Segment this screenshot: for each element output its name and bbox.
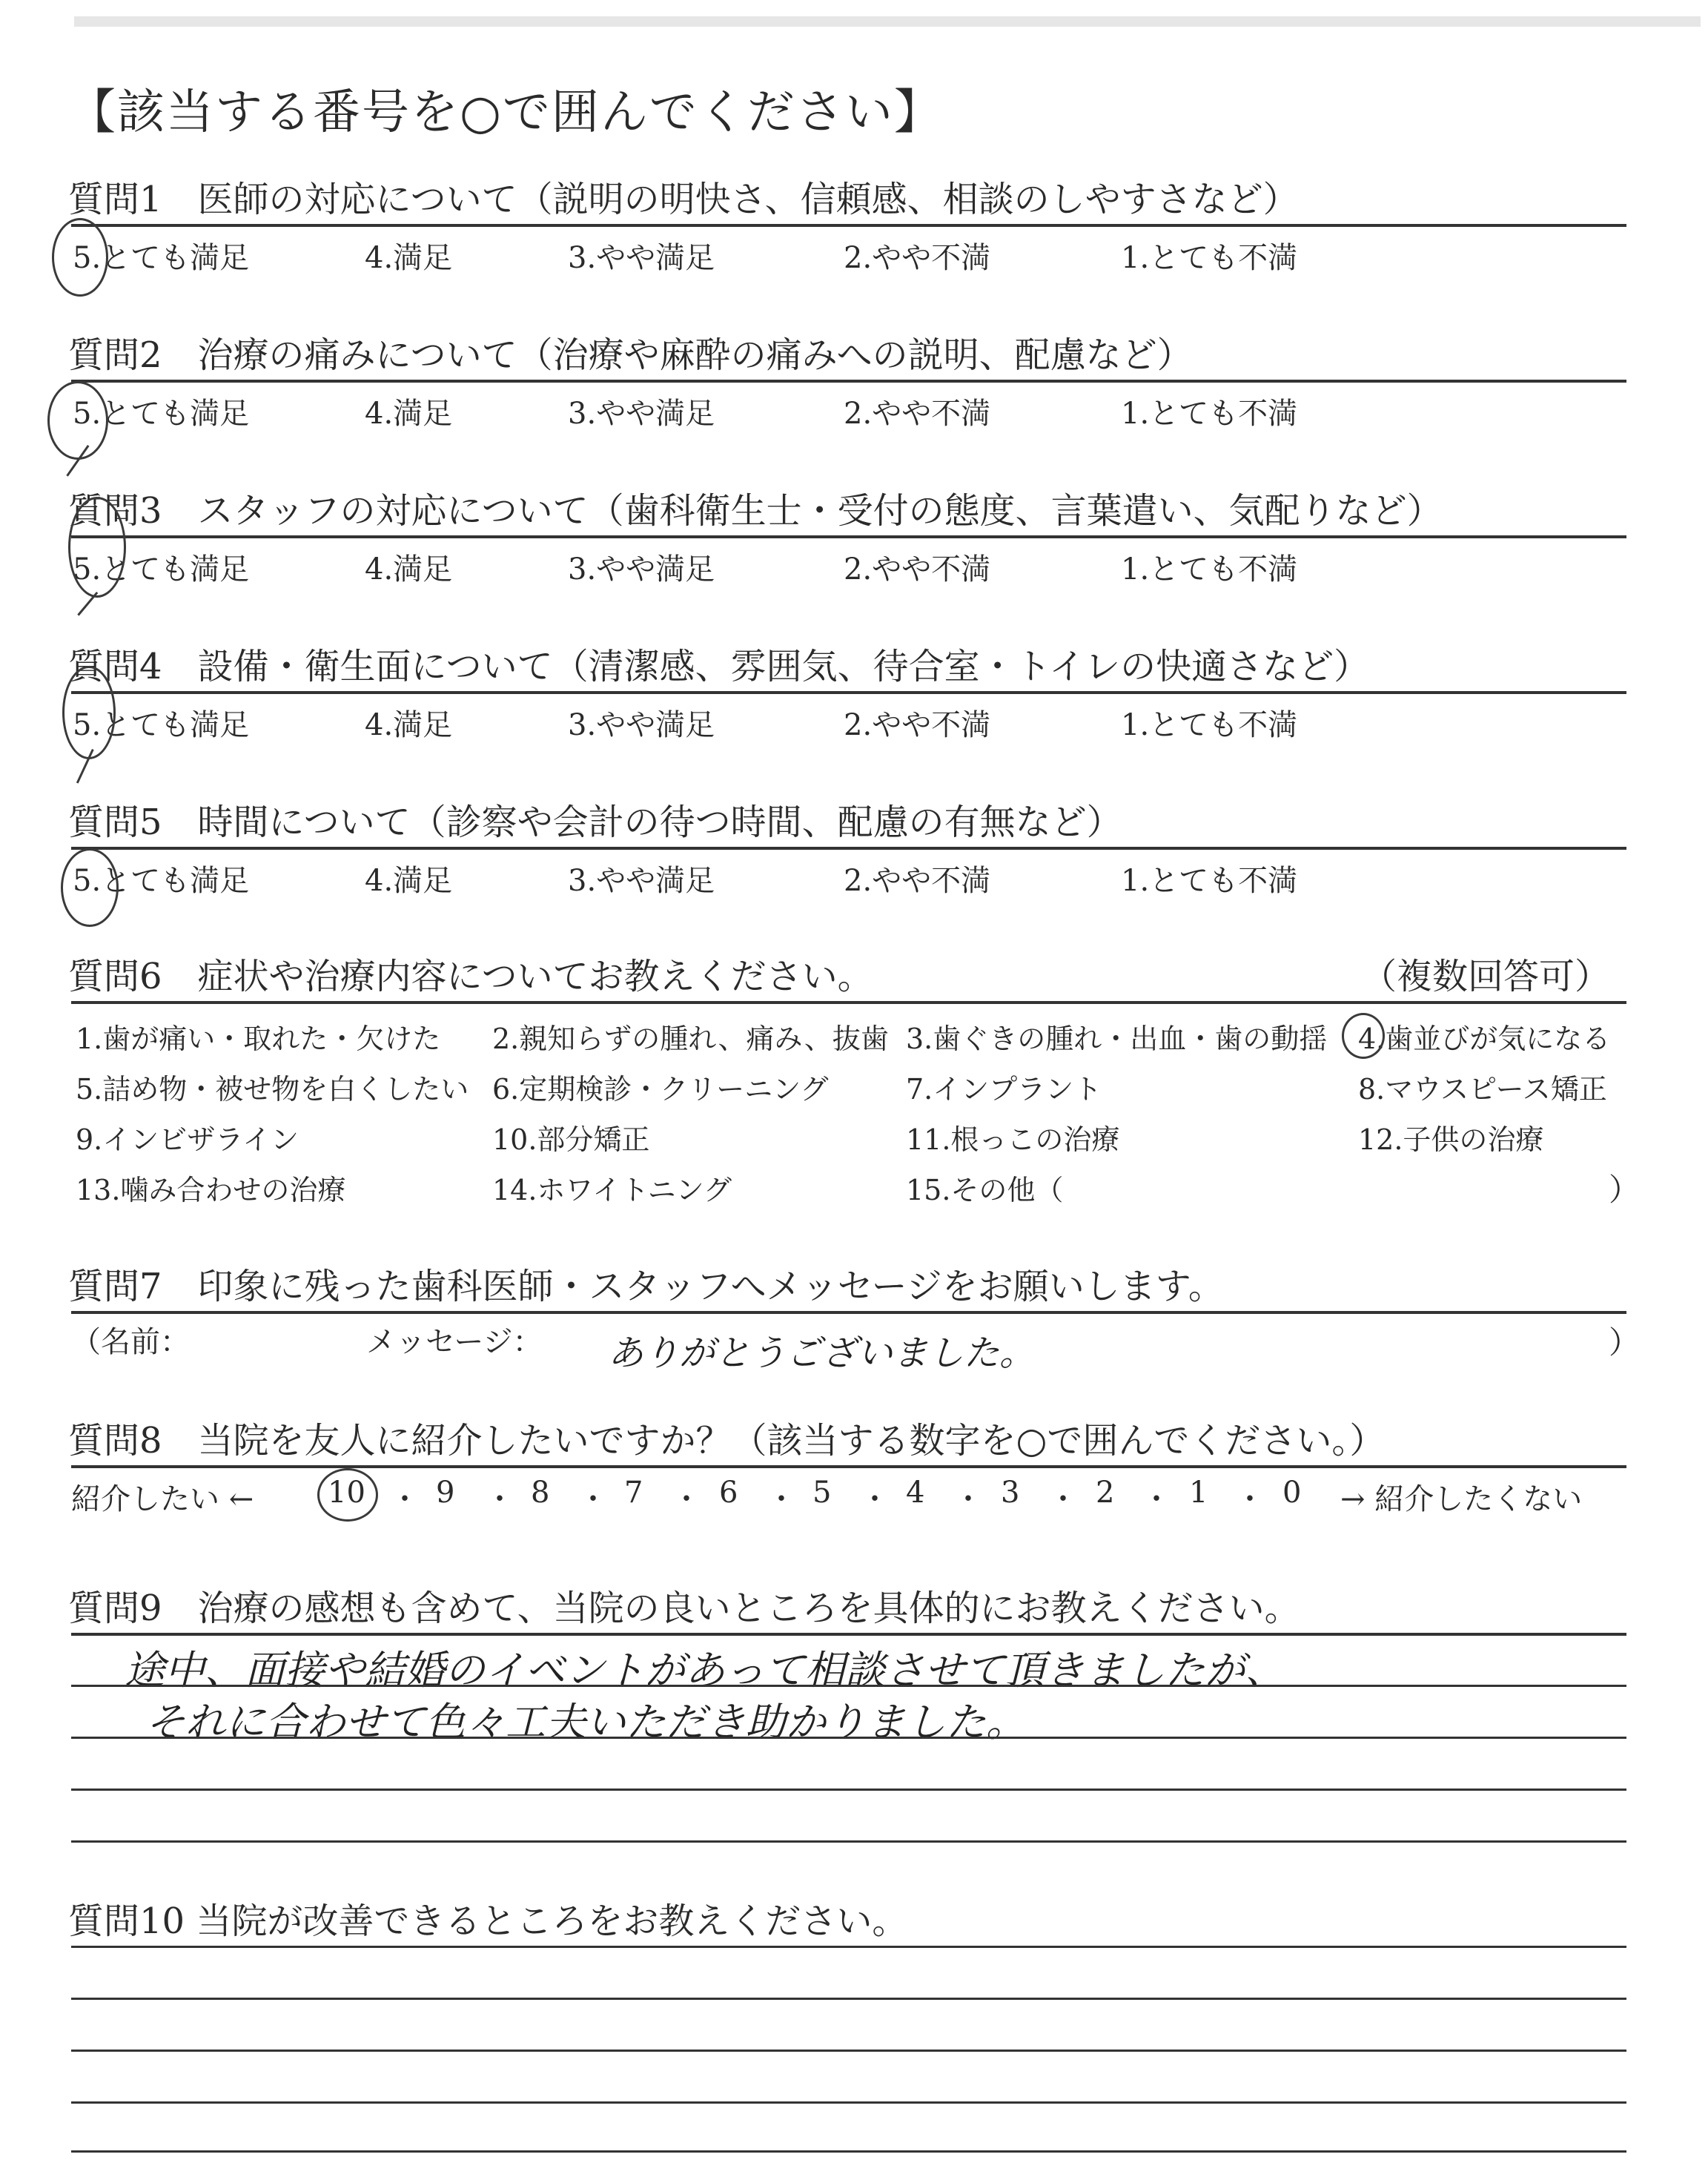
q1-handwritten-circle xyxy=(52,218,108,297)
q7-name-label: （名前： xyxy=(71,1325,190,1359)
question-8-title: 質問8 当院を友人に紹介したいですか？（該当する数字を○で囲んでください。） xyxy=(68,1420,1386,1462)
question-3-rule xyxy=(71,535,1626,538)
q1-option-4[interactable]: 4.満足 xyxy=(365,241,453,275)
q4-option-3[interactable]: 3.やや満足 xyxy=(568,708,715,742)
q3-handwritten-circle xyxy=(68,497,126,598)
q5-option-2[interactable]: 2.やや不満 xyxy=(844,864,991,898)
q2-handwritten-circle xyxy=(47,381,108,460)
q7-message-label: メッセージ： xyxy=(366,1325,543,1359)
page-title: 【該当する番号を○で囲んでください】 xyxy=(68,85,943,140)
q1-option-5[interactable]: 5.とても満足 xyxy=(73,241,250,275)
q5-option-5[interactable]: 5.とても満足 xyxy=(73,864,250,898)
q6-handwritten-circle xyxy=(1342,1013,1385,1059)
question-7-rule xyxy=(71,1311,1626,1314)
question-6-rule xyxy=(71,1001,1626,1004)
q3-option-3[interactable]: 3.やや満足 xyxy=(568,552,715,587)
question-9-rule xyxy=(71,1633,1626,1636)
q6-option-3[interactable]: 3.歯ぐきの腫れ・出血・歯の動揺 xyxy=(906,1023,1328,1055)
q8-dot: ・ xyxy=(860,1482,890,1516)
q8-scale-7[interactable]: 7 xyxy=(624,1476,643,1510)
q8-scale-2[interactable]: 2 xyxy=(1096,1476,1115,1510)
q10-answer-line-2 xyxy=(71,1998,1626,2000)
q8-scale-6[interactable]: 6 xyxy=(719,1476,738,1510)
q6-option-1[interactable]: 1.歯が痛い・取れた・欠けた xyxy=(76,1023,441,1055)
q4-option-1[interactable]: 1.とても不満 xyxy=(1121,708,1298,742)
question-5-rule xyxy=(71,847,1626,850)
q8-scale-4[interactable]: 4 xyxy=(906,1476,925,1510)
q8-dot: ・ xyxy=(390,1482,420,1516)
q9-handwritten-line-1: 途中、面接や結婚のイベントがあって相談させて頂きましたが、 xyxy=(125,1647,1285,1694)
q6-option-9[interactable]: 9.インビザライン xyxy=(76,1123,299,1156)
q8-dot: ・ xyxy=(485,1482,514,1516)
q8-left-label: 紹介したい ← xyxy=(71,1482,254,1516)
q6-option-6[interactable]: 6.定期検診・クリーニング xyxy=(492,1073,829,1106)
q9-answer-line-3 xyxy=(71,1789,1626,1791)
q8-dot: ・ xyxy=(953,1482,983,1516)
q8-scale-5[interactable]: 5 xyxy=(812,1476,832,1510)
q8-scale-10[interactable]: 10 xyxy=(328,1476,365,1510)
q6-option-14[interactable]: 14.ホワイトニング xyxy=(492,1174,732,1206)
q2-option-2[interactable]: 2.やや不満 xyxy=(844,397,991,431)
question-1-title: 質問1 医師の対応について（説明の明快さ、信頼感、相談のしやすさなど） xyxy=(68,179,1299,220)
q10-answer-line-5 xyxy=(71,2150,1626,2153)
q8-scale-8[interactable]: 8 xyxy=(531,1476,550,1510)
q3-option-1[interactable]: 1.とても不満 xyxy=(1121,552,1298,587)
q6-close-paren: ） xyxy=(1609,1172,1641,1208)
q6-option-10[interactable]: 10.部分矯正 xyxy=(492,1123,650,1156)
question-6-note: （複数回答可） xyxy=(1361,956,1611,997)
question-6-title: 質問6 症状や治療内容についてお教えください。 xyxy=(68,956,873,997)
question-3-title: 質問3 スタッフの対応について（歯科衛生士・受付の態度、言葉遣い、気配りなど） xyxy=(68,490,1443,532)
q3-option-5[interactable]: 5.とても満足 xyxy=(73,552,250,587)
q9-handwritten-line-2: それに合わせて色々工夫いただき助かりました。 xyxy=(145,1699,1026,1745)
q8-scale-3[interactable]: 3 xyxy=(1001,1476,1020,1510)
q10-answer-line-1 xyxy=(71,1946,1626,1948)
q8-scale-0[interactable]: 0 xyxy=(1282,1476,1302,1510)
question-8-rule xyxy=(71,1465,1626,1468)
q6-option-7[interactable]: 7.インプラント xyxy=(906,1073,1102,1106)
q7-close-paren: ） xyxy=(1609,1324,1641,1361)
q6-option-4[interactable]: 4.歯並びが気になる xyxy=(1358,1023,1611,1055)
q5-option-3[interactable]: 3.やや満足 xyxy=(568,864,715,898)
q6-option-15[interactable]: 15.その他（ xyxy=(906,1174,1064,1206)
q5-option-1[interactable]: 1.とても不満 xyxy=(1121,864,1298,898)
q6-option-13[interactable]: 13.噛み合わせの治療 xyxy=(76,1174,346,1206)
q8-dot: ・ xyxy=(1142,1482,1171,1516)
q4-option-5[interactable]: 5.とても満足 xyxy=(73,708,250,742)
q5-handwritten-circle xyxy=(61,848,119,927)
q2-option-4[interactable]: 4.満足 xyxy=(365,397,453,431)
q8-dot: ・ xyxy=(578,1482,608,1516)
q2-option-3[interactable]: 3.やや満足 xyxy=(568,397,715,431)
q6-option-12[interactable]: 12.子供の治療 xyxy=(1358,1123,1544,1156)
q6-option-2[interactable]: 2.親知らずの腫れ、痛み、抜歯 xyxy=(492,1023,889,1055)
q8-scale-1[interactable]: 1 xyxy=(1189,1476,1208,1510)
q8-right-label: → 紹介したくない xyxy=(1340,1482,1583,1516)
question-4-rule xyxy=(71,691,1626,694)
q1-option-2[interactable]: 2.やや不満 xyxy=(844,241,991,275)
q3-option-2[interactable]: 2.やや不満 xyxy=(844,552,991,587)
question-7-title: 質問7 印象に残った歯科医師・スタッフへメッセージをお願いします。 xyxy=(68,1266,1224,1307)
q5-option-4[interactable]: 4.満足 xyxy=(365,864,453,898)
q1-option-1[interactable]: 1.とても不満 xyxy=(1121,241,1298,275)
q8-dot: ・ xyxy=(672,1482,701,1516)
q2-option-1[interactable]: 1.とても不満 xyxy=(1121,397,1298,431)
question-9-title: 質問9 治療の感想も含めて、当院の良いところを具体的にお教えください。 xyxy=(68,1588,1300,1629)
q8-handwritten-circle xyxy=(317,1468,378,1522)
q6-option-5[interactable]: 5.詰め物・被せ物を白くしたい xyxy=(76,1073,469,1106)
question-2-rule xyxy=(71,380,1626,383)
q8-dot: ・ xyxy=(1235,1482,1265,1516)
q2-option-5[interactable]: 5.とても満足 xyxy=(73,397,250,431)
q8-scale-9[interactable]: 9 xyxy=(436,1476,455,1510)
q8-dot: ・ xyxy=(767,1482,796,1516)
q4-option-4[interactable]: 4.満足 xyxy=(365,708,453,742)
q9-answer-line-2 xyxy=(71,1737,1626,1739)
q1-option-3[interactable]: 3.やや満足 xyxy=(568,241,715,275)
q4-handwritten-circle xyxy=(62,666,116,759)
q9-answer-line-4 xyxy=(71,1840,1626,1843)
question-2-title: 質問2 治療の痛みについて（治療や麻酔の痛みへの説明、配慮など） xyxy=(68,334,1193,376)
q10-answer-line-4 xyxy=(71,2101,1626,2104)
q3-circle-tail xyxy=(77,592,98,616)
q8-dot: ・ xyxy=(1048,1482,1078,1516)
q9-answer-line-1 xyxy=(71,1685,1626,1687)
q4-option-2[interactable]: 2.やや不満 xyxy=(844,708,991,742)
question-4-title: 質問4 設備・衛生面について（清潔感、雰囲気、待合室・トイレの快適さなど） xyxy=(68,646,1370,687)
q10-answer-line-3 xyxy=(71,2050,1626,2052)
question-10-title: 質問10 当院が改善できるところをお教えください。 xyxy=(68,1900,908,1942)
question-5-title: 質問5 時間について（診察や会計の待つ時間、配慮の有無など） xyxy=(68,802,1122,843)
q6-option-11[interactable]: 11.根っこの治療 xyxy=(906,1123,1120,1156)
question-1-rule xyxy=(71,224,1626,227)
q6-option-8[interactable]: 8.マウスピース矯正 xyxy=(1358,1073,1607,1106)
q7-handwritten-message: ありがとうございました。 xyxy=(608,1332,1036,1374)
q3-option-4[interactable]: 4.満足 xyxy=(365,552,453,587)
scan-top-edge xyxy=(74,16,1701,27)
